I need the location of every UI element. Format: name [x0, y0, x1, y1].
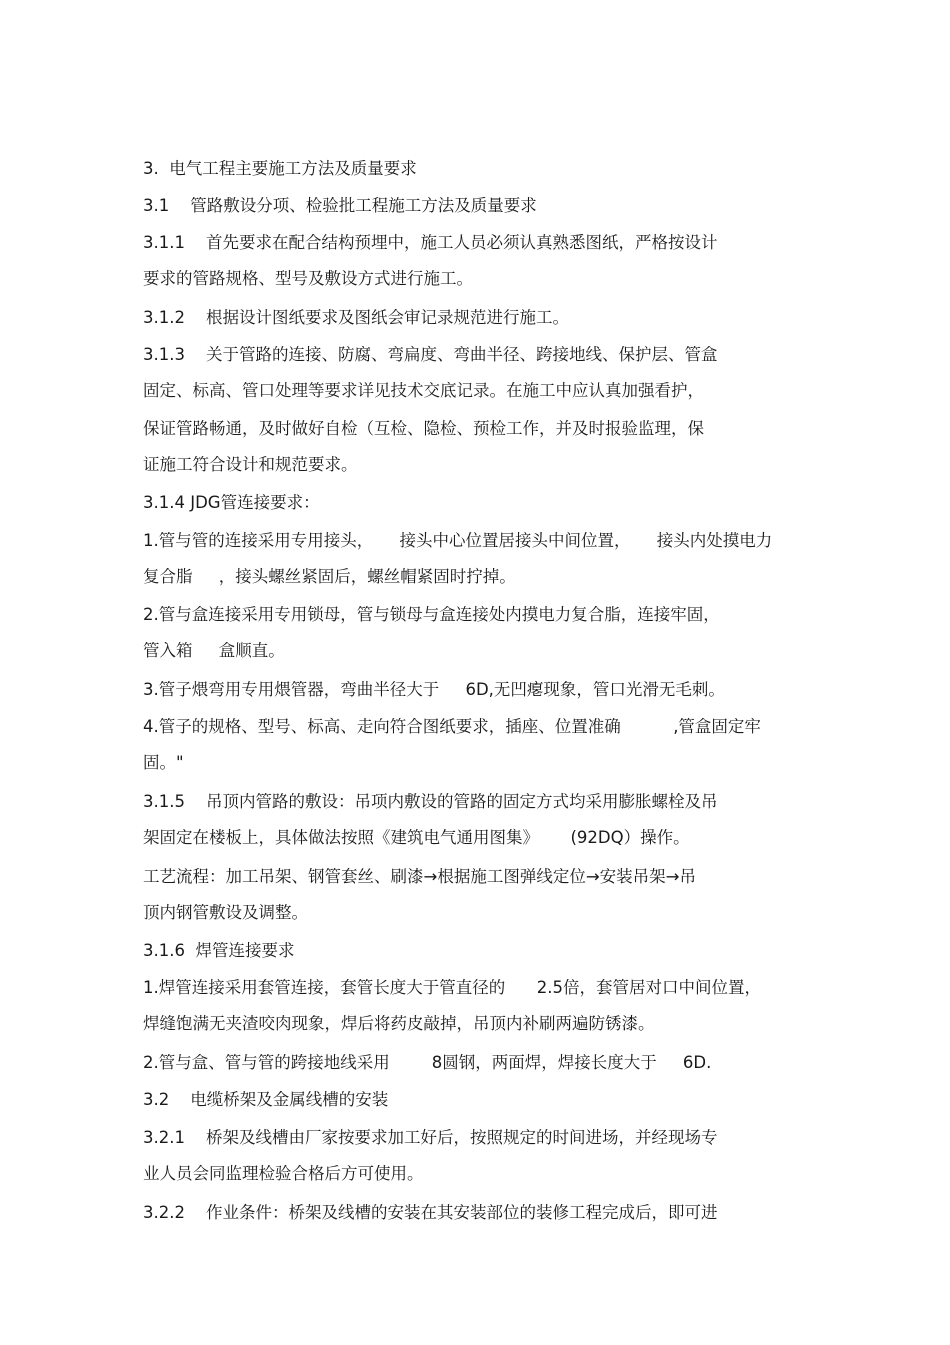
- section-heading-3-1: 3.1 管路敷设分项、检验批工程施工方法及质量要求: [143, 196, 537, 215]
- paragraph-line: 2.管与盒连接采用专用锁母，管与锁母与盒连接处内摸电力复合脂，连接牢固，: [143, 605, 720, 624]
- paragraph-line: 固。": [143, 753, 184, 772]
- paragraph-line: 焊缝饱满无夹渣咬肉现象，焊后将药皮敲掉，吊顶内补刷两遍防锈漆。: [143, 1014, 655, 1033]
- paragraph-line: 复合脂 ，接头螺丝紧固后，螺丝帽紧固时拧掉。: [143, 567, 516, 586]
- paragraph-line: 固定、标高、管口处理等要求详见技术交底记录。在施工中应认真加强看护，: [143, 381, 704, 400]
- paragraph-line: 1.管与管的连接采用专用接头， 接头中心位置居接头中间位置， 接头内处摸电力: [143, 531, 773, 550]
- paragraph-line: 要求的管路规格、型号及敷设方式进行施工。: [143, 269, 473, 288]
- paragraph-line: 顶内钢管敷设及调整。: [143, 903, 308, 922]
- paragraph-line: 工艺流程：加工吊架、钢管套丝、刷漆→根据施工图弹线定位→安装吊架→吊: [143, 867, 696, 886]
- paragraph-line: 保证管路畅通，及时做好自检（互检、隐检、预检工作，并及时报验监理，保: [143, 419, 704, 438]
- paragraph-line: 3.2.1 桥架及线槽由厂家按要求加工好后，按照规定的时间进场，并经现场专: [143, 1128, 718, 1147]
- paragraph-line: 证施工符合设计和规范要求。: [143, 455, 358, 474]
- paragraph-line: 3.2.2 作业条件：桥架及线槽的安装在其安装部位的装修工程完成后，即可进: [143, 1203, 718, 1222]
- paragraph-line: 3.管子煨弯用专用煨管器，弯曲半径大于 6D,无凹瘪现象，管口光滑无毛刺。: [143, 680, 725, 699]
- section-heading-3: 3. 电气工程主要施工方法及质量要求: [143, 159, 417, 178]
- paragraph-line: 3.1.5 吊顶内管路的敷设：吊项内敷设的管路的固定方式均采用膨胀螺栓及吊: [143, 792, 718, 811]
- paragraph-line: 2.管与盒、管与管的跨接地线采用 8圆钢，两面焊，焊接长度大于 6D.: [143, 1053, 712, 1072]
- paragraph-line: 业人员会同监理检验合格后方可使用。: [143, 1164, 424, 1183]
- paragraph-line: 3.1.3 关于管路的连接、防腐、弯扁度、弯曲半径、跨接地线、保护层、管盒: [143, 345, 718, 364]
- paragraph-line: 1.焊管连接采用套管连接，套管长度大于管直径的 2.5倍，套管居对口中间位置，: [143, 978, 761, 997]
- paragraph-line: 3.1.1 首先要求在配合结构预埋中，施工人员必须认真熟悉图纸，严格按设计: [143, 233, 718, 252]
- paragraph-line: 架固定在楼板上，具体做法按照《建筑电气通用图集》 (92DQ）操作。: [143, 828, 690, 847]
- subheading-3-1-4: 3.1.4 JDG管连接要求：: [143, 493, 320, 512]
- paragraph-line: 3.1.2 根据设计图纸要求及图纸会审记录规范进行施工。: [143, 308, 569, 327]
- paragraph-line: 管入箱 盒顺直。: [143, 641, 285, 660]
- section-heading-3-2: 3.2 电缆桥架及金属线槽的安装: [143, 1090, 389, 1109]
- paragraph-line: 4.管子的规格、型号、标高、走向符合图纸要求，插座、位置准确 ,管盒固定牢: [143, 717, 761, 736]
- subheading-3-1-6: 3.1.6 焊管连接要求: [143, 941, 295, 960]
